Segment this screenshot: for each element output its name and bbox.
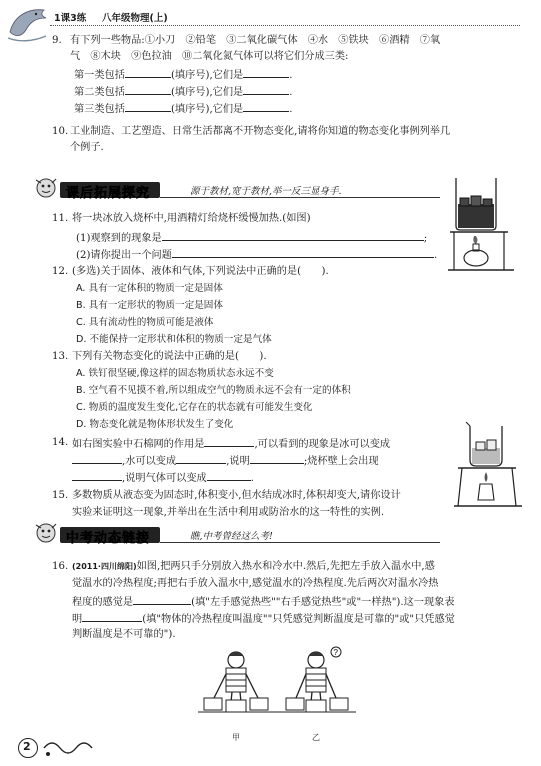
q14-line3 bbox=[72, 470, 254, 485]
heating-apparatus-figure bbox=[452, 420, 524, 510]
page-number: 2 bbox=[23, 740, 31, 753]
q16-line1 bbox=[72, 560, 435, 573]
q9-row-end: . bbox=[289, 70, 293, 81]
section2-banner bbox=[40, 525, 440, 545]
q14-text: ;烧杯壁上会出现 bbox=[303, 456, 379, 467]
student-right bbox=[286, 647, 348, 712]
q16-line4 bbox=[72, 611, 455, 626]
answer-blank[interactable] bbox=[176, 453, 226, 464]
hands-in-water-figure bbox=[196, 646, 364, 728]
figure-label-yi: 乙 bbox=[312, 733, 320, 742]
footer-ornament-icon bbox=[40, 736, 100, 760]
q13-num: 13. bbox=[52, 351, 69, 362]
q12-stem: (多选)关于固体、液体和气体,下列说法中正确的是( ). bbox=[72, 266, 329, 277]
q16-text: 明 bbox=[72, 614, 83, 625]
q13-option-b: B. 空气看不见摸不着,所以组成空气的物质永远不会有一定的体积 bbox=[76, 385, 351, 396]
q14-text: . bbox=[250, 473, 254, 484]
q12-option-c: C. 具有流动性的物质可能是液体 bbox=[76, 317, 214, 328]
q11-sub1 bbox=[76, 230, 427, 245]
q9-row-label: 第三类包括 bbox=[74, 104, 125, 115]
header-course: 八年级物理(上) bbox=[102, 13, 168, 24]
answer-blank[interactable] bbox=[250, 453, 304, 464]
q15-line2: 实验来证明这一现象,并举出在生活中利用或防治水的这一特性的实例. bbox=[72, 507, 385, 518]
header-series: 1课3练 bbox=[54, 13, 87, 24]
q16-text: (填"左手感觉热些""右手感觉热些"或"一样热").这一现象表 bbox=[191, 597, 455, 608]
q9-row-3 bbox=[74, 101, 293, 116]
q9-row-label: 第二类包括 bbox=[74, 87, 125, 98]
q11-stem: 将一块冰放入烧杯中,用酒精灯给烧杯缓慢加热.(如图) bbox=[72, 213, 311, 224]
answer-blank[interactable] bbox=[82, 611, 142, 622]
q12-option-d: D. 不能保持一定形状和体积的物质一定是气体 bbox=[76, 334, 272, 345]
q9-row-mid: (填序号),它们是 bbox=[170, 87, 244, 98]
svg-text:?: ? bbox=[333, 648, 338, 657]
answer-blank[interactable] bbox=[243, 67, 289, 78]
q14-line2 bbox=[72, 453, 379, 468]
q10-line2: 个例子. bbox=[70, 142, 104, 153]
q9-row-end: . bbox=[289, 87, 293, 98]
q14-text: ,可以看到的现象是冰可以变成 bbox=[254, 439, 391, 450]
q13-option-d: D. 物态变化就是物体形状发生了变化 bbox=[76, 419, 234, 430]
section2-tagline: 瞧,中考曾经这么考! bbox=[190, 531, 273, 542]
q11-sub2-label: (2)请你提出一个问题 bbox=[76, 250, 172, 261]
mascot-icon bbox=[32, 174, 62, 204]
q14-text: ,说明 bbox=[226, 456, 250, 467]
q15-line1: 多数物质从液态变为固态时,体积变小,但水结成冰时,体积却变大,请你设计 bbox=[72, 490, 401, 501]
mascot-icon bbox=[32, 519, 62, 549]
q16-line3 bbox=[72, 594, 455, 609]
section1-banner bbox=[40, 180, 440, 200]
q9-row-end: . bbox=[289, 104, 293, 115]
header-rule bbox=[50, 25, 520, 26]
q12-num: 12. bbox=[52, 266, 69, 277]
q13-stem: 下列有关物态变化的说法中正确的是( ). bbox=[72, 351, 267, 362]
q16-line2: 觉温水的冷热程度;再把右手放入温水中,感觉温水的冷热程度.先后两次对温水冷热 bbox=[72, 578, 439, 589]
q13-option-c: C. 物质的温度发生变化,它存在的状态就有可能发生变化 bbox=[76, 402, 313, 413]
answer-blank[interactable] bbox=[125, 101, 171, 112]
answer-blank[interactable] bbox=[72, 453, 122, 464]
q11-sub2 bbox=[76, 247, 437, 262]
answer-blank[interactable] bbox=[125, 67, 171, 78]
q16-source: (2011·四川绵阳) bbox=[72, 562, 137, 571]
q15-num: 15. bbox=[52, 490, 69, 501]
q9-line2: 气 ⑧木块 ⑨色拉油 ⑩二氧化氮气体可以将它们分成三类: bbox=[70, 51, 349, 62]
q16-text: 程度的感觉是 bbox=[72, 597, 134, 608]
q9-row-2 bbox=[74, 84, 293, 99]
q14-text: ,水可以变成 bbox=[122, 456, 177, 467]
q12-option-a: A. 具有一定体积的物质一定是固体 bbox=[76, 283, 223, 294]
section1-title: 课后拓展探究 bbox=[66, 186, 151, 201]
q11-sub1-label: (1)观察到的现象是 bbox=[76, 233, 162, 244]
q13-option-a: A. 铁钉很坚硬,像这样的固态物质状态永远不变 bbox=[76, 368, 274, 379]
q16-num: 16. bbox=[52, 561, 69, 572]
q11-num: 11. bbox=[52, 213, 69, 224]
q16-text: 如图,把两只手分别放入热水和冷水中.然后,先把左手放入温水中,感 bbox=[136, 561, 435, 572]
q12-option-b: B. 具有一定形状的物质一定是固体 bbox=[76, 300, 223, 311]
answer-blank[interactable] bbox=[125, 84, 171, 95]
dolphin-logo-icon bbox=[6, 2, 52, 44]
q9-row-1 bbox=[74, 67, 293, 82]
section1-tagline: 源于教材,宽于教材,举一反三显身手. bbox=[190, 186, 342, 197]
section2-underline bbox=[160, 542, 440, 543]
student-left bbox=[204, 652, 268, 712]
footer bbox=[18, 736, 138, 762]
q9-line1: 有下列一些物品:①小刀 ②铅笔 ③二氧化碳气体 ④水 ⑤铁块 ⑥酒精 ⑦氧 bbox=[70, 35, 441, 46]
q11-sub2-end: . bbox=[433, 250, 438, 261]
q9-num: 9. bbox=[52, 35, 62, 46]
q14-line1 bbox=[72, 436, 390, 451]
ice-beaker-figure bbox=[446, 172, 518, 274]
q11-sub1-end: ; bbox=[423, 233, 428, 244]
answer-blank[interactable] bbox=[243, 101, 289, 112]
q9-row-mid: (填序号),它们是 bbox=[170, 70, 244, 81]
q10-line1: 工业制造、工艺塑造、日常生活都离不开物态变化,请将你知道的物态变化事例列举几 bbox=[70, 126, 451, 137]
answer-blank[interactable] bbox=[162, 230, 424, 241]
q14-text: 如右图实验中石棉网的作用是 bbox=[72, 439, 205, 450]
answer-blank[interactable] bbox=[72, 470, 122, 481]
answer-blank[interactable] bbox=[172, 247, 434, 258]
answer-blank[interactable] bbox=[243, 84, 289, 95]
q10-num: 10. bbox=[52, 126, 69, 137]
section1-underline bbox=[160, 197, 440, 198]
q16-line5: 判断温度是不可靠的"). bbox=[72, 629, 176, 640]
answer-blank[interactable] bbox=[133, 594, 191, 605]
figure-label-jia: 甲 bbox=[232, 733, 240, 742]
q14-text: ,说明气体可以变成 bbox=[122, 473, 207, 484]
answer-blank[interactable] bbox=[207, 470, 251, 481]
q14-num: 14. bbox=[52, 437, 69, 448]
answer-blank[interactable] bbox=[204, 436, 254, 447]
q16-text: (填"物体的冷热程度叫温度""只凭感觉判断温度是可靠的"或"只凭感觉 bbox=[142, 614, 455, 625]
q9-row-label: 第一类包括 bbox=[74, 70, 125, 81]
section2-title: 中考动态链接 bbox=[66, 531, 151, 546]
q9-row-mid: (填序号),它们是 bbox=[170, 104, 244, 115]
